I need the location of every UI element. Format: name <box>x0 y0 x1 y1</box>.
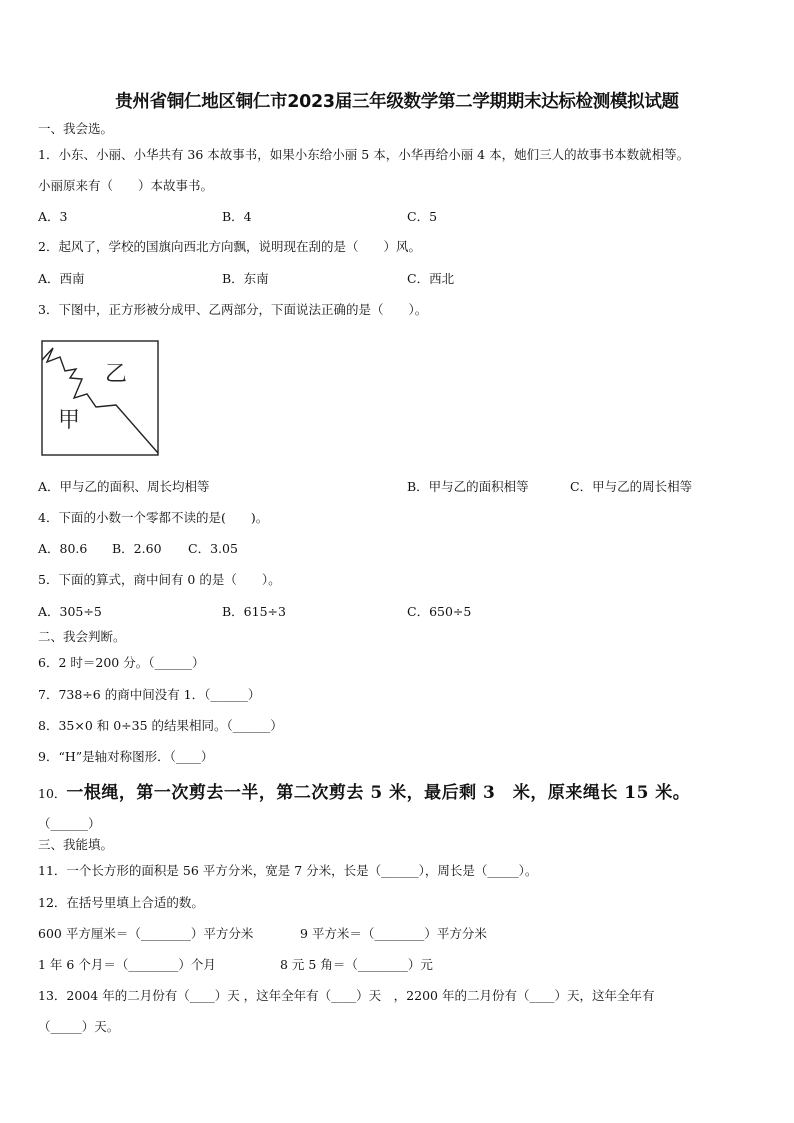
region-label-yi: 乙 <box>104 362 128 387</box>
question-12-row1-right: 9 平方米＝（________）平方分米 <box>300 926 487 941</box>
square-outline <box>42 341 158 455</box>
question-4-option-b: B．2.60 <box>112 541 162 556</box>
question-7-text: 7．738÷6 的商中间没有 1．（______） <box>38 687 261 702</box>
question-3-text: 3．下图中，正方形被分成甲、乙两部分，下面说法正确的是（ ）。 <box>38 302 428 317</box>
section-heading-choice: 一、我会选。 <box>38 121 114 136</box>
question-2-option-b: B．东南 <box>222 271 269 286</box>
section-heading-fill: 三、我能填。 <box>38 837 114 852</box>
question-9-text: 9．“H”是轴对称图形．（____） <box>38 749 214 764</box>
question-3-option-c: C．甲与乙的周长相等 <box>570 479 693 494</box>
question-3-option-b: B．甲与乙的面积相等 <box>407 479 529 494</box>
question-10-text: 一根绳，第一次剪去一半，第二次剪去 5 米，最后剩 3 米，原来绳长 15 米。 <box>66 783 691 803</box>
question-5-option-a: A．305÷5 <box>38 604 102 619</box>
question-1-option-b: B．4 <box>222 209 252 224</box>
question-1-option-a: A．3 <box>38 209 68 224</box>
question-10-blank: （______） <box>38 816 101 831</box>
question-5-text: 5．下面的算式，商中间有 0 的是（ ）。 <box>38 572 281 587</box>
question-11-text: 11．一个长方形的面积是 56 平方分米，宽是 7 分米，长是（______），周长是（_____）。 <box>38 863 538 878</box>
question-4-option-c: C．3.05 <box>188 541 238 556</box>
question-5-option-c: C．650÷5 <box>407 604 472 619</box>
question-12-row1-left: 600 平方厘米＝（________）平方分米 <box>38 926 254 941</box>
question-4-option-a: A．80.6 <box>38 541 88 556</box>
question-13-text: 13．2004 年的二月份有（____）天 ，这年全年有（____）天 ，2200 年的二月份有（____）天，这年全年有 <box>38 988 655 1003</box>
question-3-option-a: A．甲与乙的面积、周长均相等 <box>38 479 210 494</box>
question-12-row2-right: 8 元 5 角＝（________）元 <box>280 957 433 972</box>
question-2-option-a: A．西南 <box>38 271 85 286</box>
question-4-text: 4．下面的小数一个零都不读的是( )。 <box>38 510 269 525</box>
question-8-text: 8．35×0 和 0÷35 的结果相同。（______） <box>38 718 283 733</box>
question-6-text: 6．2 时＝200 分。（______） <box>38 655 205 670</box>
question-13-text-cont: （_____）天。 <box>38 1019 120 1034</box>
question-1-text-cont: 小丽原来有（ ）本故事书。 <box>38 178 214 193</box>
question-2-text: 2．起风了，学校的国旗向西北方向飘，说明现在刮的是（ ）风。 <box>38 239 421 254</box>
region-label-jia: 甲 <box>57 408 81 433</box>
divided-square-figure <box>40 339 162 457</box>
question-10 <box>38 783 690 804</box>
question-2-option-c: C．西北 <box>407 271 455 286</box>
question-1-option-c: C．5 <box>407 209 438 224</box>
page-title: 贵州省铜仁地区铜仁市2023届三年级数学第二学期期末达标检测模拟试题 <box>115 92 679 112</box>
question-5-option-b: B．615÷3 <box>222 604 286 619</box>
dividing-line <box>42 348 158 453</box>
question-12-row2-left: 1 年 6 个月＝（________）个月 <box>38 957 216 972</box>
question-1-text: 1．小东、小丽、小华共有 36 本故事书，如果小东给小丽 5 本，小华再给小丽 4 本，她们三人的故事书本数就相等。 <box>38 147 690 162</box>
question-10-number: 10． <box>38 786 67 801</box>
question-12-text: 12．在括号里填上合适的数。 <box>38 895 204 910</box>
section-heading-judge: 二、我会判断。 <box>38 629 126 644</box>
